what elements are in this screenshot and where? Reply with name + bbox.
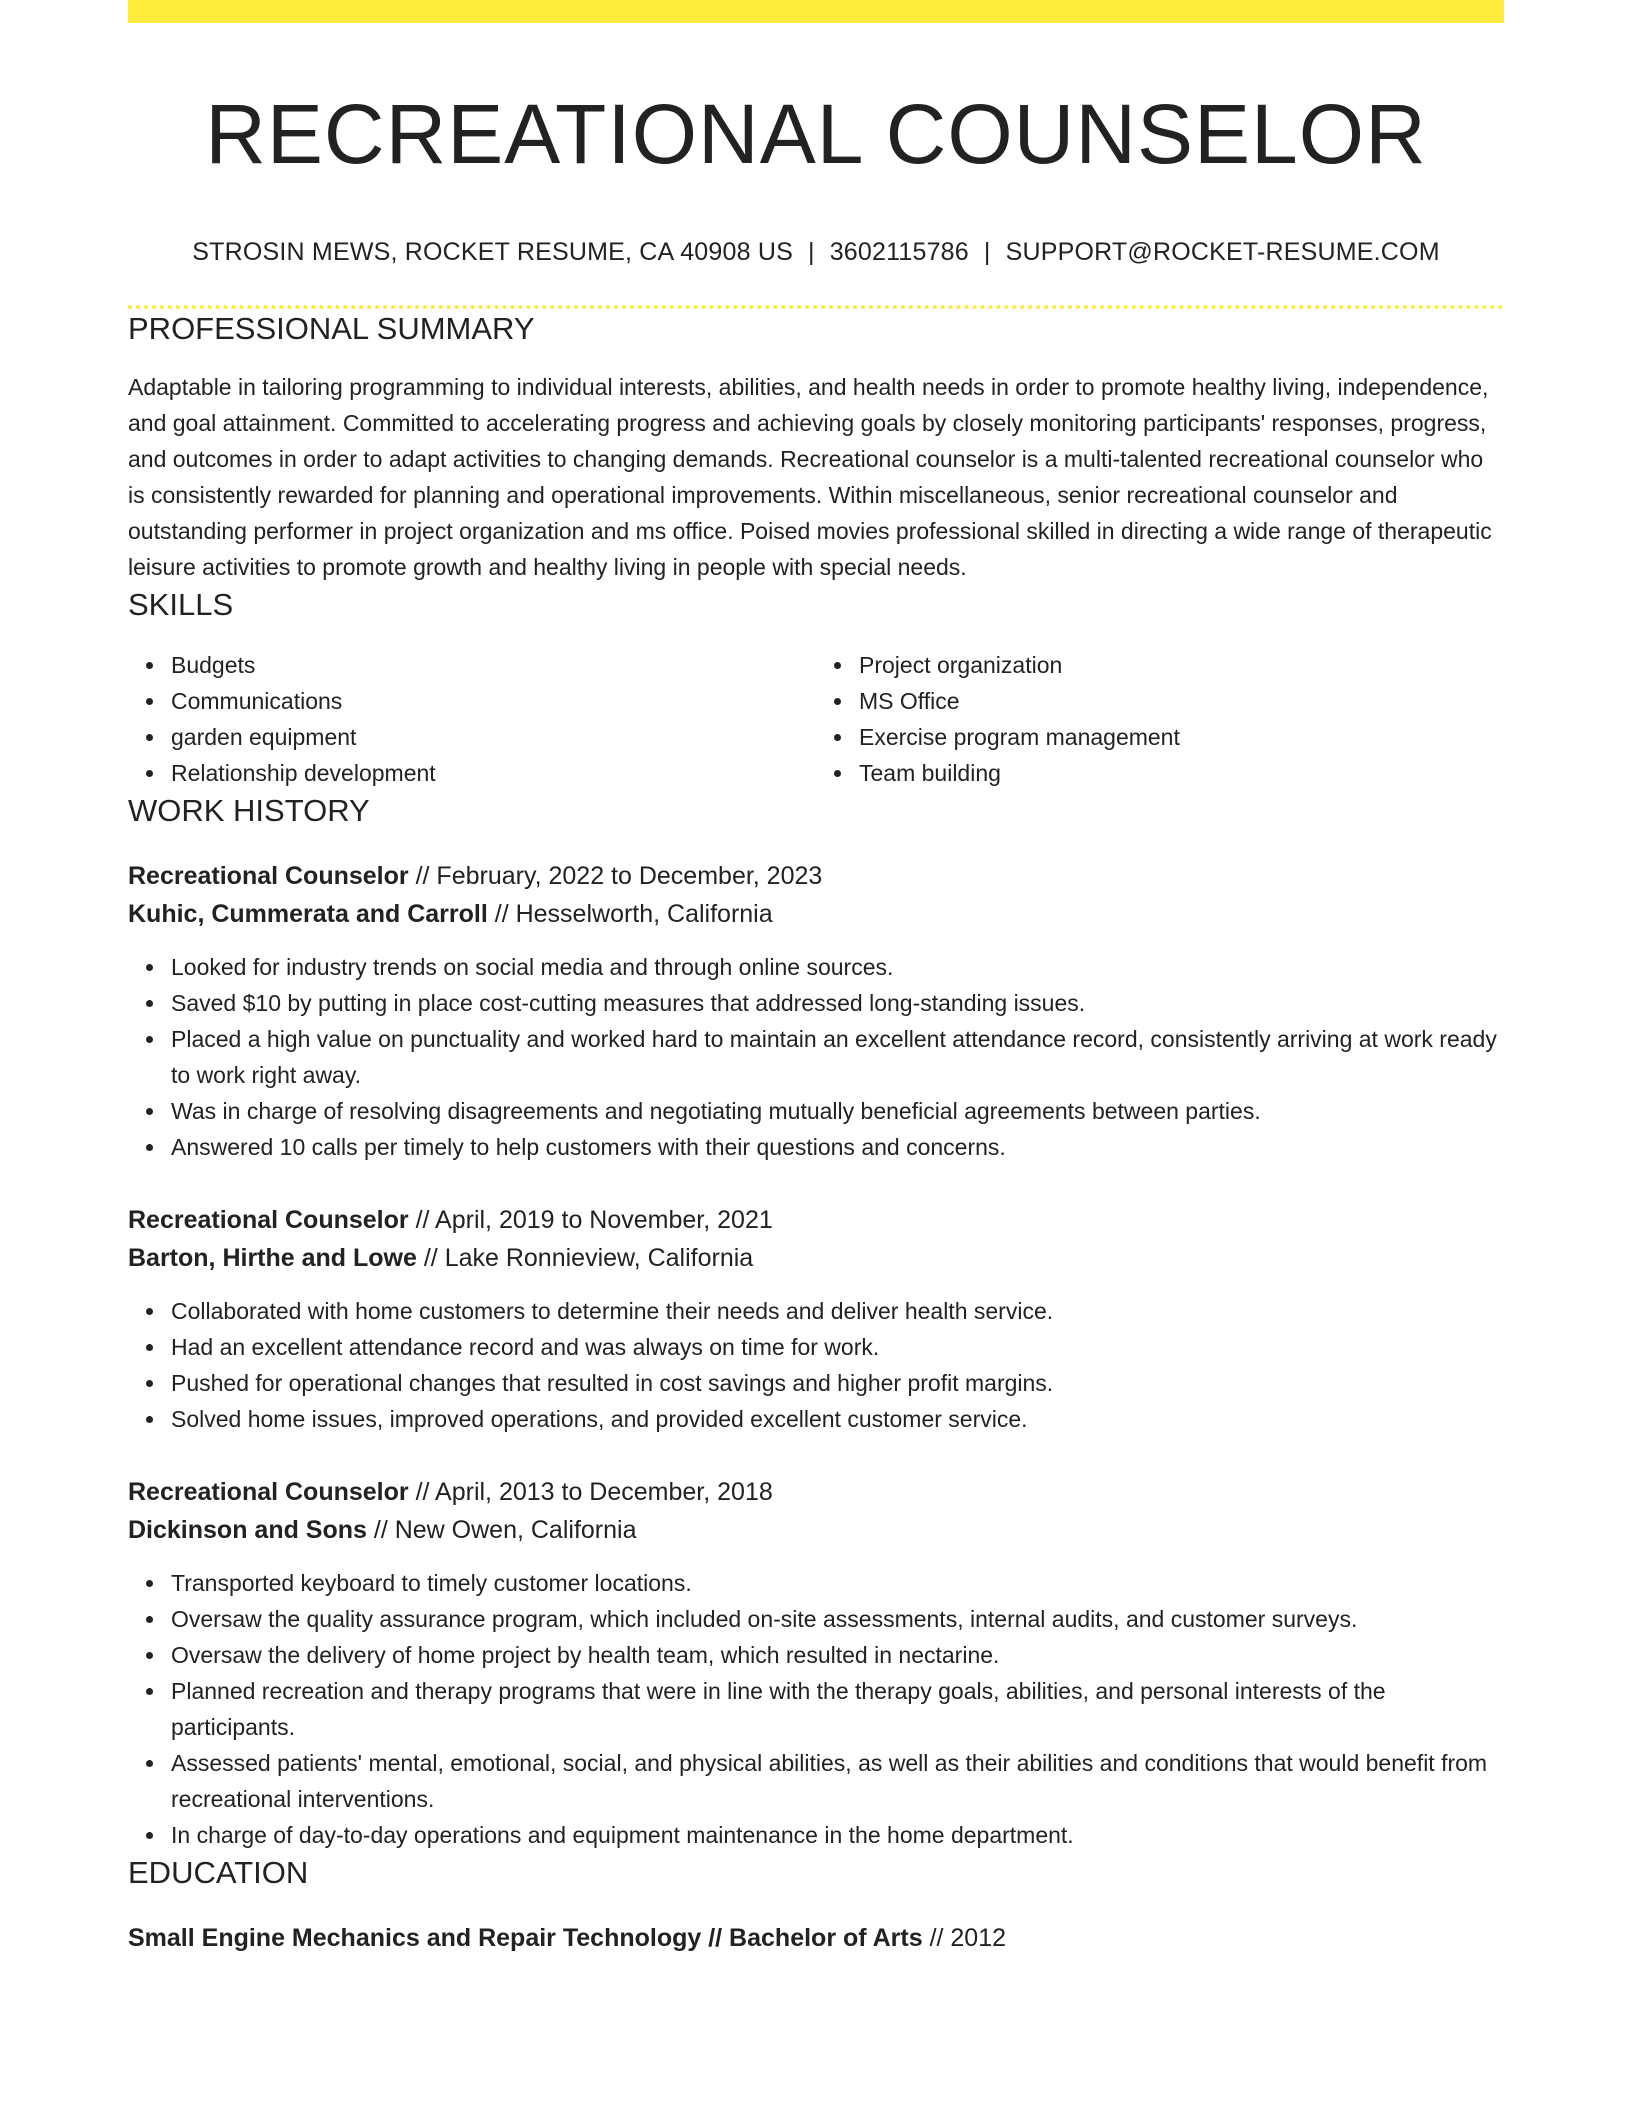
candidate-name: RECREATIONAL COUNSELOR: [205, 87, 1427, 181]
job-bullet: Planned recreation and therapy programs that were in line with the therapy goals, abilities, and personal interests of the participants.: [171, 1673, 1504, 1745]
address: STROSIN MEWS, ROCKET RESUME, CA 40908 US: [192, 238, 793, 266]
contact-separator: |: [983, 238, 991, 266]
job-bullets: [128, 1565, 1504, 1853]
section-title-skills: SKILLS: [128, 587, 234, 622]
job-location: // Lake Ronnieview, California: [416, 1244, 754, 1272]
job-bullet: Pushed for operational changes that resulted in cost savings and higher profit margins.: [171, 1365, 1504, 1401]
job-entry: [128, 1473, 1504, 1853]
job-bullet: Looked for industry trends on social media and through online sources.: [171, 949, 1504, 985]
job-bullet: Solved home issues, improved operations, and provided excellent customer service.: [171, 1401, 1504, 1437]
job-role-line: [128, 1473, 1504, 1511]
job-company-line: [128, 1511, 1504, 1549]
job-bullet: Had an excellent attendance record and was always on time for work.: [171, 1329, 1504, 1365]
work-history-section: [128, 791, 1504, 1853]
job-entry: [128, 857, 1504, 1165]
job-company: Dickinson and Sons: [128, 1516, 367, 1544]
job-location: // New Owen, California: [366, 1516, 637, 1544]
job-dates: // April, 2019 to November, 2021: [408, 1206, 773, 1234]
education-year: // 2012: [922, 1924, 1007, 1952]
section-title-education: EDUCATION: [128, 1855, 309, 1890]
skill-item: Relationship development: [171, 755, 816, 791]
email: SUPPORT@ROCKET-RESUME.COM: [1005, 238, 1440, 266]
job-bullet: Transported keyboard to timely customer locations.: [171, 1565, 1504, 1601]
job-company-line: [128, 895, 1504, 933]
skill-item: Budgets: [171, 647, 816, 683]
job-dates: // February, 2022 to December, 2023: [408, 862, 823, 890]
skills-left-column: [128, 647, 816, 791]
skill-item: garden equipment: [171, 719, 816, 755]
job-bullet: In charge of day-to-day operations and equipment maintenance in the home department.: [171, 1817, 1504, 1853]
job-bullets: [128, 949, 1504, 1165]
summary-section: [128, 309, 1504, 585]
job-location: // Hesselworth, California: [487, 900, 773, 928]
job-company: Barton, Hirthe and Lowe: [128, 1244, 417, 1272]
resume-page: [128, 0, 1504, 1957]
skills-section: [128, 585, 1504, 791]
job-bullet: Oversaw the quality assurance program, which included on-site assessments, internal audits, and customer surveys.: [171, 1601, 1504, 1637]
contact-separator: |: [808, 238, 815, 266]
job-role-line: [128, 857, 1504, 895]
job-bullet: Collaborated with home customers to determine their needs and deliver health service.: [171, 1293, 1504, 1329]
job-bullet: Oversaw the delivery of home project by health team, which resulted in nectarine.: [171, 1637, 1504, 1673]
job-role: Recreational Counselor: [128, 1206, 409, 1234]
job-bullet: Was in charge of resolving disagreements and negotiating mutually beneficial agreements between parties.: [171, 1093, 1504, 1129]
education-section: [128, 1853, 1504, 1957]
job-bullets: [128, 1293, 1504, 1437]
job-company: Kuhic, Cummerata and Carroll: [128, 900, 488, 928]
phone: 3602115786: [829, 238, 969, 266]
skill-item: Communications: [171, 683, 816, 719]
skills-grid: [128, 647, 1504, 791]
job-bullet: Saved $10 by putting in place cost-cutting measures that addressed long-standing issues.: [171, 985, 1504, 1021]
section-title-summary: PROFESSIONAL SUMMARY: [128, 311, 535, 346]
education-line: [128, 1919, 1504, 1957]
job-role: Recreational Counselor: [128, 862, 409, 890]
job-dates: // April, 2013 to December, 2018: [408, 1478, 773, 1506]
accent-top-bar: [128, 0, 1504, 23]
job-entry: [128, 1201, 1504, 1437]
skill-item: Project organization: [859, 647, 1504, 683]
skill-item: Exercise program management: [859, 719, 1504, 755]
skill-item: MS Office: [859, 683, 1504, 719]
job-role: Recreational Counselor: [128, 1478, 409, 1506]
skill-item: Team building: [859, 755, 1504, 791]
job-bullet: Assessed patients' mental, emotional, social, and physical abilities, as well as their abilities and conditions that would benefit from recreational interventions.: [171, 1745, 1504, 1817]
section-title-work-history: WORK HISTORY: [128, 793, 370, 828]
job-role-line: [128, 1201, 1504, 1239]
job-bullet: Answered 10 calls per timely to help customers with their questions and concerns.: [171, 1129, 1504, 1165]
education-degree: Small Engine Mechanics and Repair Technology // Bachelor of Arts: [128, 1924, 923, 1952]
skills-right-column: [816, 647, 1504, 791]
summary-text: Adaptable in tailoring programming to individual interests, abilities, and health needs in order to promote healthy living, independence, and goal attainment. Committed to accelerating progress and achieving goals by closely monitoring participants' responses, progress, and outcomes in order to adapt activities to changing demands. Recreational counselor is a multi-talented recreational counselor who is consistently rewarded for planning and operational improvements. Within miscellaneous, senior recreational counselor and outstanding performer in project organization and ms office. Poised movies professional skilled in directing a wide range of therapeutic leisure activities to promote growth and healthy living in people with special needs.: [128, 374, 1492, 580]
job-bullet: Placed a high value on punctuality and worked hard to maintain an excellent attendance record, consistently arriving at work ready to work right away.: [171, 1021, 1504, 1093]
contact-line: [128, 236, 1504, 268]
job-company-line: [128, 1239, 1504, 1277]
